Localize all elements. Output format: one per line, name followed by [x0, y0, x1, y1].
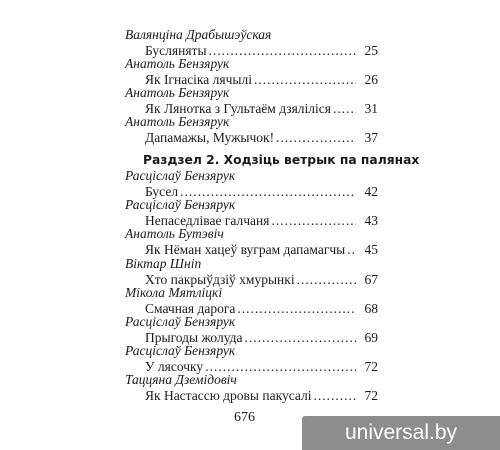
toc-title: Бусел [145, 184, 179, 199]
toc-title: Смачная дарога [145, 301, 236, 316]
toc-page-number: 25 [364, 43, 378, 58]
toc-page-number: 72 [364, 388, 378, 403]
dot-leader [209, 43, 356, 59]
dot-leader [297, 272, 356, 288]
toc-page-number: 45 [364, 242, 378, 257]
toc-title: Як Нёман хацеў вуграм дапамагчы [145, 242, 346, 257]
toc-author: Расціслаў Бензярук [125, 343, 236, 358]
dot-leader [271, 213, 356, 229]
toc-page-number: 26 [364, 72, 378, 87]
toc-author: Віктар Шніп [125, 256, 202, 271]
toc-page-number: 42 [364, 184, 378, 199]
toc-author: Анатоль Бутэвіч [125, 226, 224, 241]
toc-title: Хто пакрыўдзіў хмурынкі [145, 272, 295, 287]
toc-title: Прыгоды жолуда [145, 330, 243, 345]
toc-title: Непаседлівае галчаня [145, 213, 270, 228]
toc-author: Анатоль Бензярук [125, 56, 230, 71]
toc-page-number: 72 [364, 359, 378, 374]
toc-page-number: 69 [364, 330, 378, 345]
dot-leader [245, 330, 356, 346]
toc-page-number: 43 [364, 213, 378, 228]
toc-author: Анатоль Бензярук [125, 85, 230, 100]
toc-author: Анатоль Бензярук [125, 114, 230, 129]
toc-line [145, 130, 378, 146]
dot-leader [333, 101, 356, 117]
toc-title: Як Настассю дровы пакусалі [145, 388, 312, 403]
site-watermark: universal.by [302, 416, 500, 450]
toc-author: Расціслаў Бензярук [125, 314, 236, 329]
section-heading: Раздзел 2. Ходзіць ветрык па палянах [143, 153, 420, 167]
toc-title: Як Ігнасіка лячылі [145, 72, 252, 87]
toc-line [145, 388, 378, 404]
toc-page-number: 67 [364, 272, 378, 287]
toc-page-number: 31 [364, 101, 378, 116]
dot-leader [347, 242, 356, 258]
toc-title: У лясочку [145, 359, 204, 374]
toc-author: Валянціна Драбышэўская [125, 27, 272, 42]
page-folio-number: 676 [234, 410, 255, 425]
toc-author: Расціслаў Бензярук [125, 197, 236, 212]
toc-page-number: 68 [364, 301, 378, 316]
dot-leader [254, 72, 356, 88]
toc-author: Мікола Мятліцкі [125, 285, 223, 300]
dot-leader [313, 388, 356, 404]
toc-title: Дапамажы, Мужычок! [145, 130, 275, 145]
toc-author: Расціслаў Бензярук [125, 168, 236, 183]
toc-page-number: 37 [364, 130, 378, 145]
dot-leader [237, 301, 356, 317]
toc-title: Як Лянотка з Гультаём дзяліліся [145, 101, 331, 116]
dot-leader [276, 130, 356, 146]
toc-title: Бусляняты [145, 43, 207, 58]
toc-author: Таццяна Дземідовіч [125, 372, 237, 387]
